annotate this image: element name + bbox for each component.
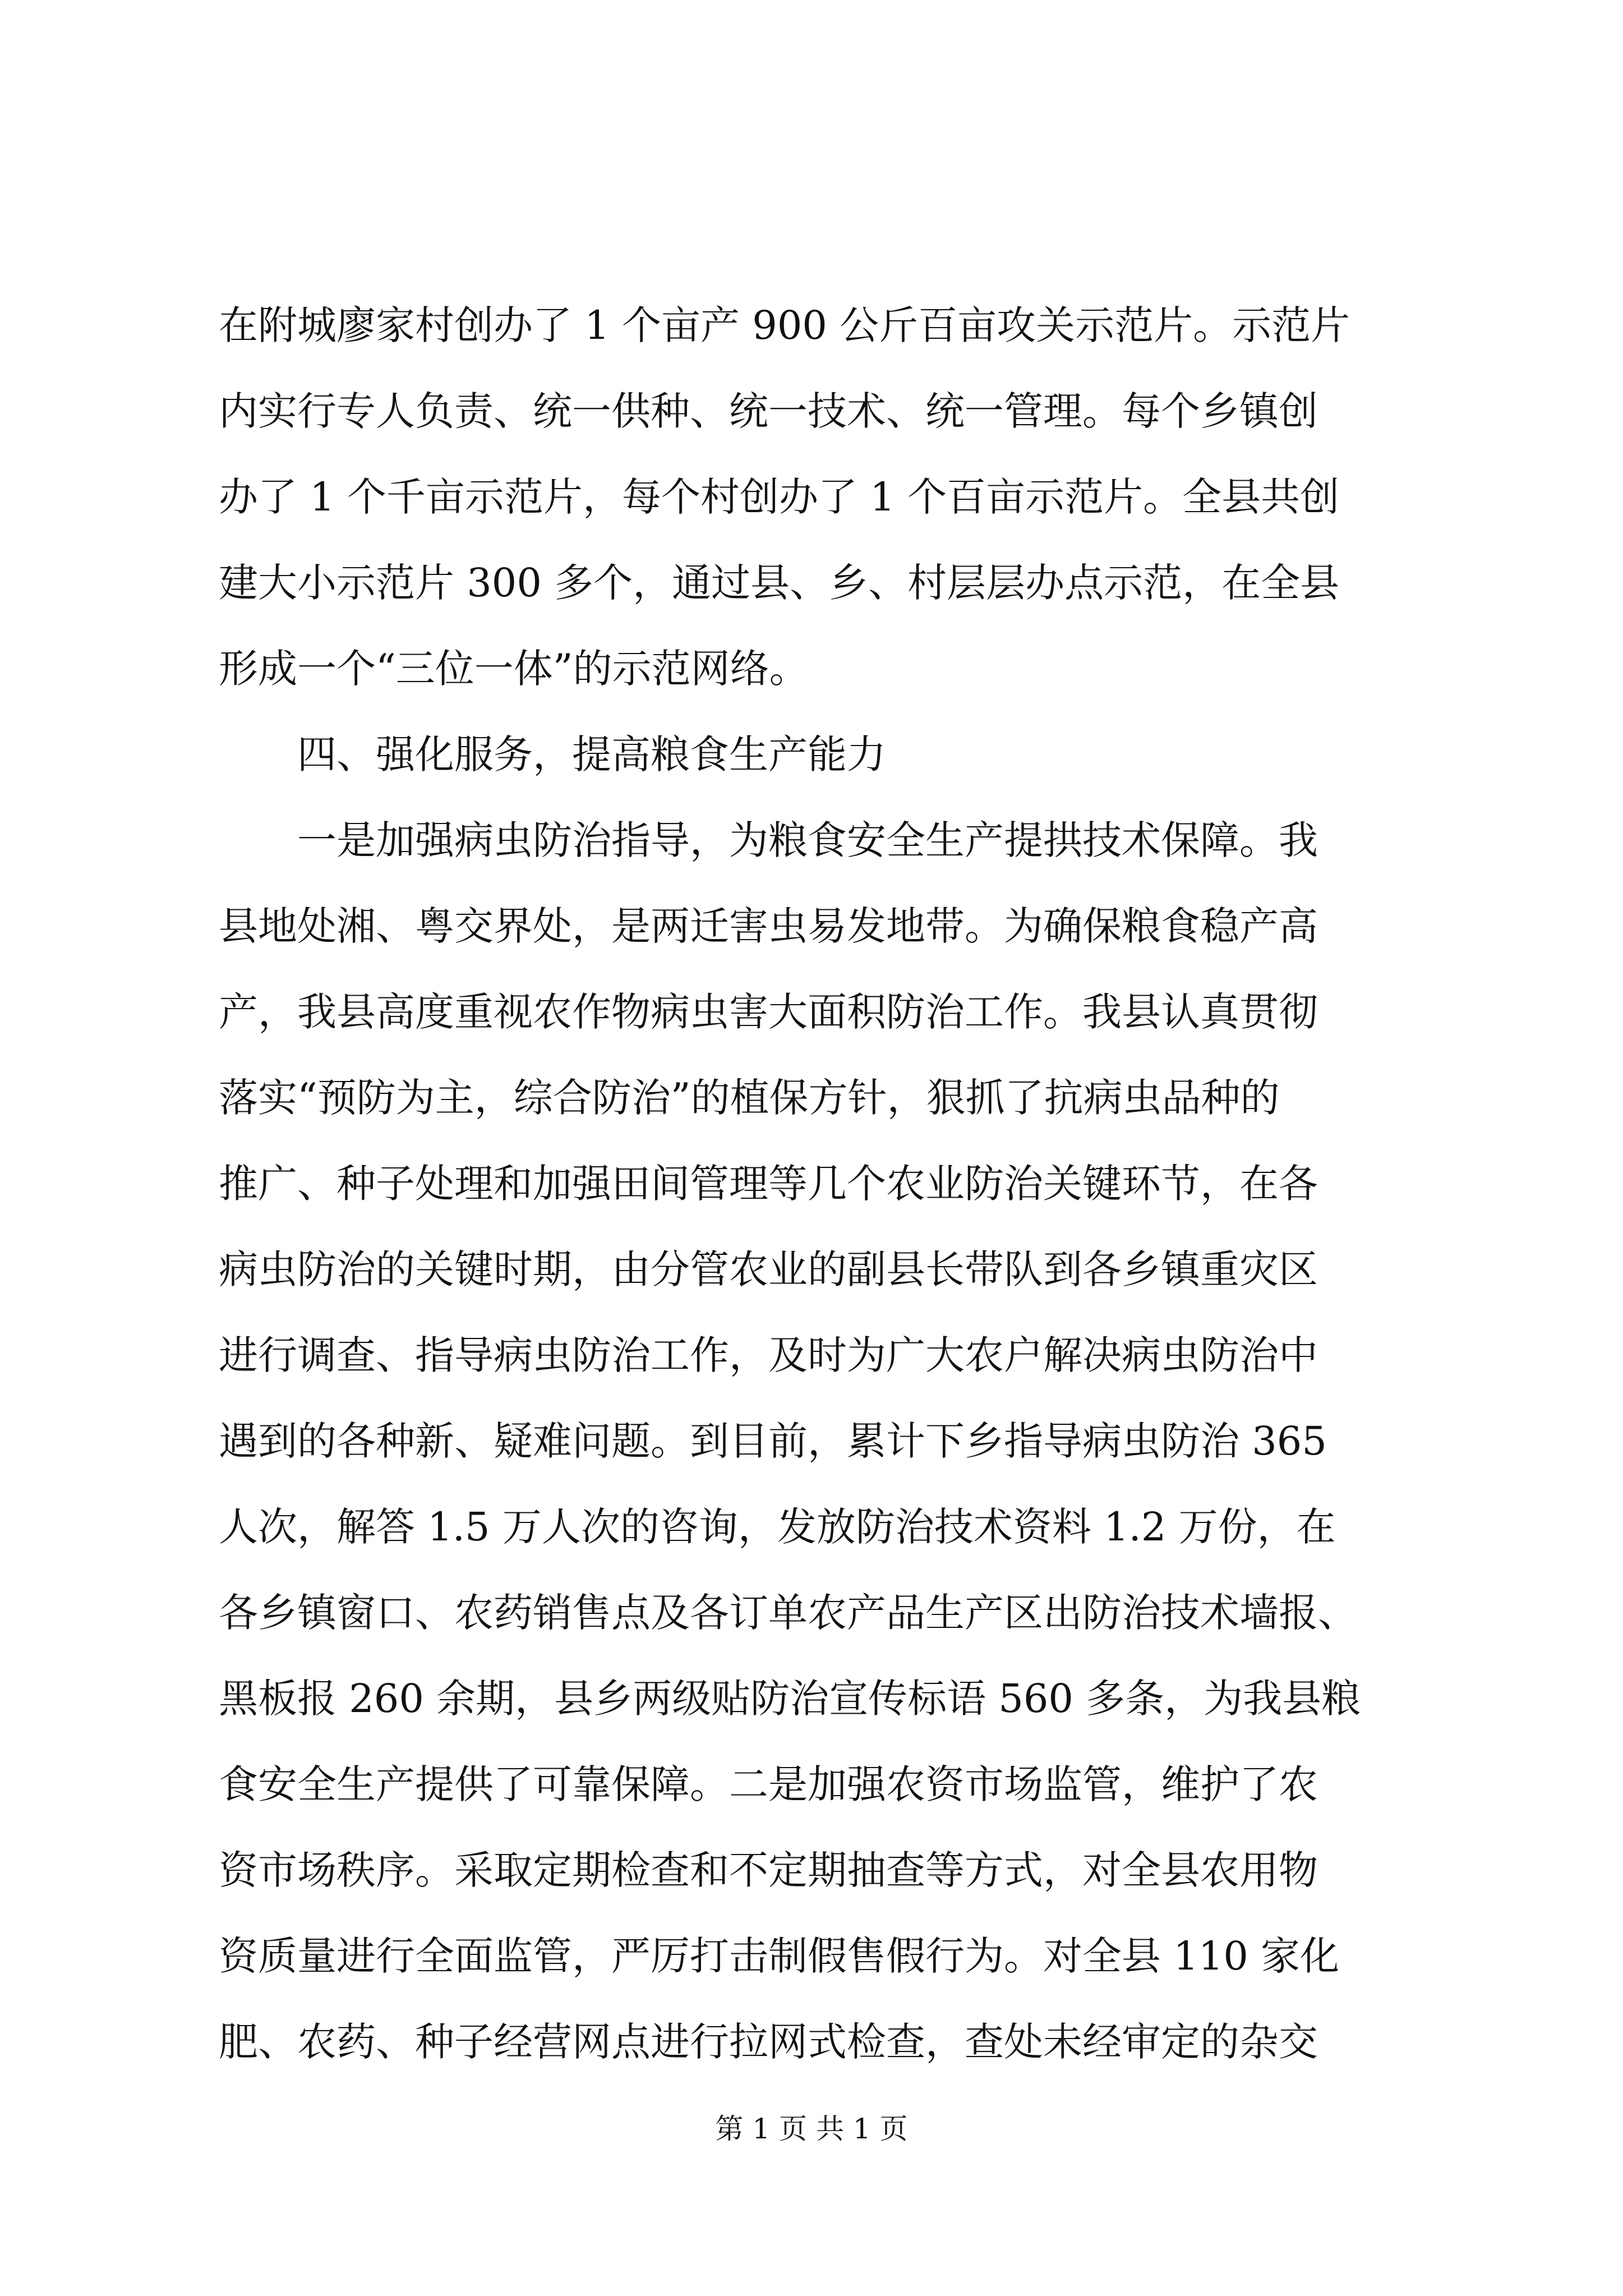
body-text-line: 在附城廖家村创办了 1 个亩产 900 公斤百亩攻关示范片。示范片 bbox=[219, 302, 1350, 348]
body-text-line: 进行调查、指导病虫防治工作，及时为广大农户解决病虫防治中 bbox=[219, 1332, 1318, 1378]
body-text-line: 人次，解答 1.5 万人次的咨询，发放防治技术资料 1.2 万份，在 bbox=[219, 1504, 1336, 1550]
body-text-line: 办了 1 个千亩示范片，每个村创办了 1 个百亩示范片。全县共创 bbox=[219, 474, 1340, 520]
body-text-line: 推广、种子处理和加强田间管理等几个农业防治关键环节，在各 bbox=[219, 1161, 1318, 1207]
body-text-line: 黑板报 260 余期，县乡两级贴防治宣传标语 560 多条，为我县粮 bbox=[219, 1676, 1361, 1722]
section-heading: 四、强化服务，提高粮食生产能力 bbox=[297, 731, 886, 777]
body-text-line: 遇到的各种新、疑难问题。到目前，累计下乡指导病虫防治 365 bbox=[219, 1418, 1327, 1464]
body-text-line: 食安全生产提供了可靠保障。二是加强农资市场监管，维护了农 bbox=[219, 1761, 1318, 1807]
body-text-line: 县地处湘、粤交界处，是两迁害虫易发地带。为确保粮食稳产高 bbox=[219, 903, 1318, 949]
body-text-line: 一是加强病虫防治指导，为粮食安全生产提拱技术保障。我 bbox=[297, 817, 1318, 863]
body-text-line: 内实行专人负责、统一供种、统一技术、统一管理。每个乡镇创 bbox=[219, 388, 1318, 434]
body-text-line: 各乡镇窗口、农药销售点及各订单农产品生产区出防治技术墙报、 bbox=[219, 1590, 1357, 1636]
body-text-line: 肥、农药、种子经营网点进行拉网式检查，查处未经审定的杂交 bbox=[219, 2019, 1318, 2065]
body-text-line: 资市场秩序。采取定期检查和不定期抽查等方式，对全县农用物 bbox=[219, 1847, 1318, 1893]
body-text-line: 落实“预防为主，综合防治”的植保方针，狠抓了抗病虫品种的 bbox=[219, 1075, 1280, 1121]
page-number-footer: 第 1 页 共 1 页 bbox=[715, 2113, 908, 2145]
body-text-line: 建大小示范片 300 多个，通过县、乡、村层层办点示范，在全县 bbox=[219, 560, 1340, 606]
body-text-line: 病虫防治的关键时期，由分管农业的副县长带队到各乡镇重灾区 bbox=[219, 1246, 1318, 1292]
body-text-line: 资质量进行全面监管，严厉打击制假售假行为。对全县 110 家化 bbox=[219, 1933, 1340, 1979]
body-text-line: 形成一个“三位一体”的示范网络。 bbox=[219, 646, 809, 692]
body-text-line: 产，我县高度重视农作物病虫害大面积防治工作。我县认真贯彻 bbox=[219, 989, 1318, 1035]
